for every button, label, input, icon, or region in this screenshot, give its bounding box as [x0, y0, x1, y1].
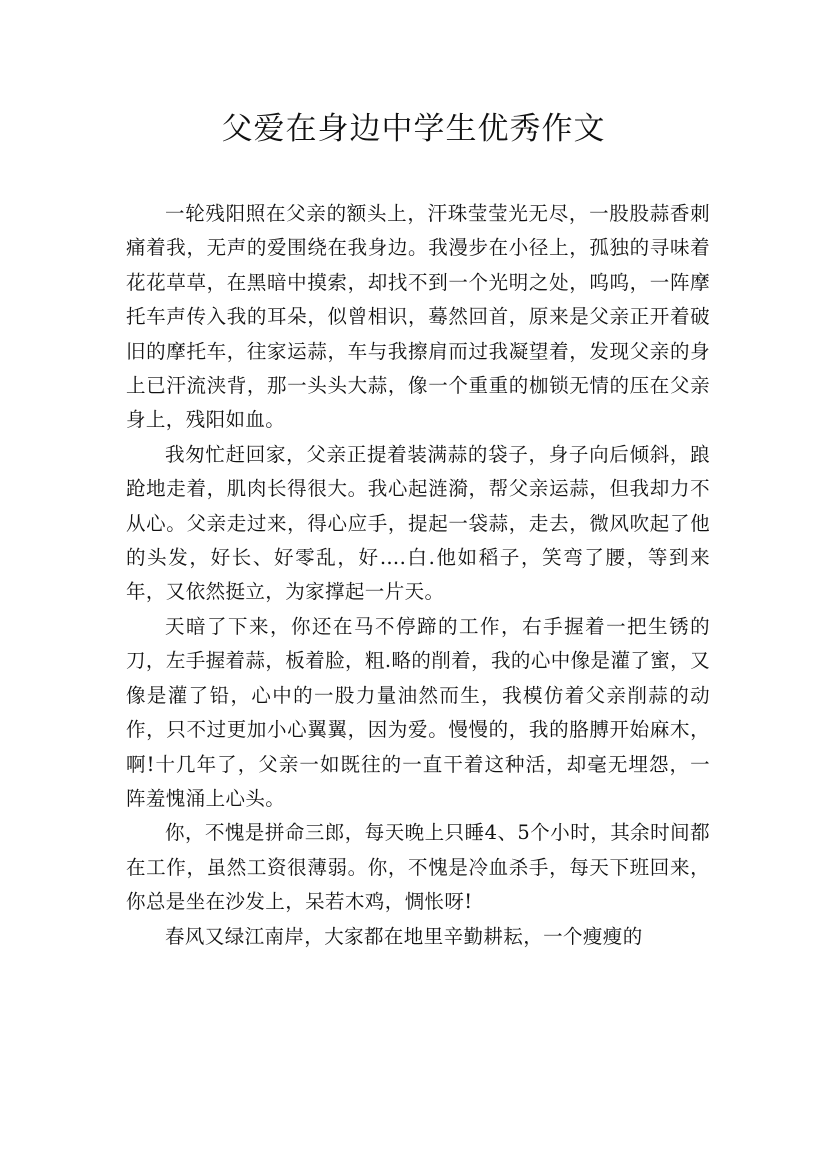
- paragraph: 春风又绿江南岸，大家都在地里辛勤耕耘，一个瘦瘦的: [165, 924, 643, 948]
- paragraph: 天暗了下来，你还在马不停蹄的工作，右手握着一把生锈的刀，左手握着蒜，板着脸，粗.略的削着，我的心中像是灌了蜜，又像是灌了铅，心中的一股力量油然而生，我模仿着父亲削蒜的动作，只不过更加小心翼翼，因为爱。慢慢的，我的胳膊开始麻木，啊!十几年了，父亲一如既往的一直干着这种活，却毫无埋怨，一阵羞愧涌上心头。: [126, 614, 710, 810]
- paragraph: 我匆忙赶回家，父亲正提着装满蒜的袋子，身子向后倾斜，踉跄地走着，肌肉长得很大。我心起涟漪，帮父亲运蒜，但我却力不从心。父亲走过来，得心应手，提起一袋蒜，走去，微风吹起了他的头发，好长、好零乱，好….白.他如稻子，笑弯了腰，等到来年，又依然挺立，为家撑起一片天。: [126, 442, 710, 604]
- document-body: [126, 197, 710, 954]
- paragraph: 你，不愧是拼命三郎，每天晚上只睡4、5个小时，其余时间都在工作，虽然工资很薄弱。你，不愧是冷血杀手，每天下班回来，你总是坐在沙发上，呆若木鸡，惆怅呀!: [126, 821, 710, 914]
- document-title: 父爱在身边中学生优秀作文: [221, 111, 606, 147]
- paragraph: 一轮残阳照在父亲的额头上，汗珠莹莹光无尽，一股股蒜香刺痛着我，无声的爱围绕在我身边。我漫步在小径上，孤独的寻味着花花草草，在黑暗中摸索，却找不到一个光明之处，呜呜，一阵摩托车声传入我的耳朵，似曾相识，蓦然回首，原来是父亲正开着破旧的摩托车，往家运蒜，车与我擦肩而过我凝望着，发现父亲的身上已汗流浃背，那一头头大蒜，像一个重重的枷锁无情的压在父亲身上，残阳如血。: [126, 202, 710, 432]
